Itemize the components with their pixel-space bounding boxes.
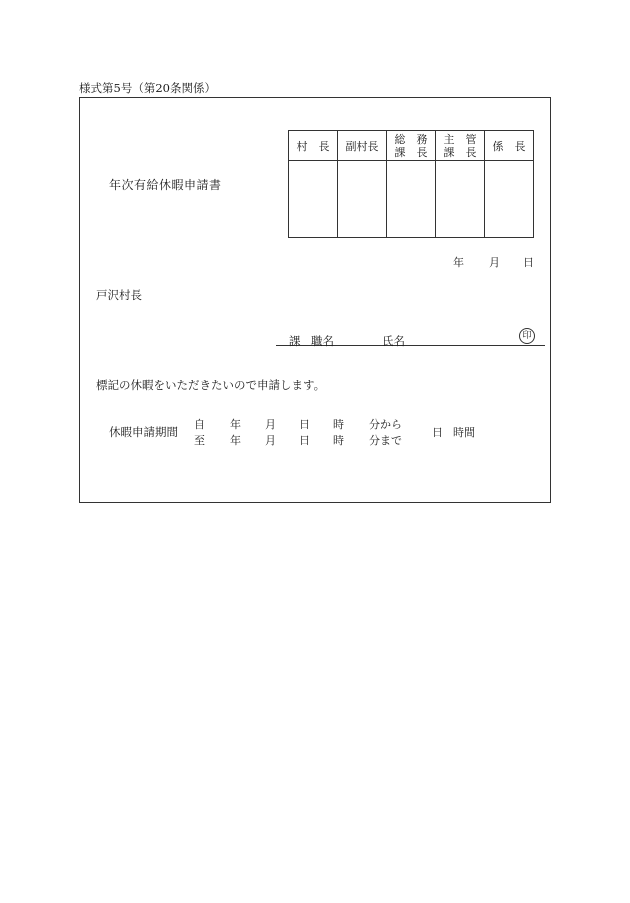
- period-to-prefix: 至: [194, 434, 205, 447]
- period-from-prefix: 自: [194, 418, 205, 431]
- period-from-year: 年: [230, 418, 241, 431]
- form-header: 様式第5号（第20条関係）: [79, 81, 216, 95]
- stamp-cell-supervising-chief[interactable]: [436, 161, 485, 238]
- period-to-day: 日: [299, 434, 310, 447]
- period-from-hour: 時: [333, 418, 344, 431]
- approval-header-section-chief: [485, 131, 534, 161]
- stamp-cell-general-affairs-chief[interactable]: [387, 161, 436, 238]
- approval-header-general-affairs-line2: 課 長: [394, 145, 428, 159]
- applicant-name-label: 氏名: [382, 334, 405, 348]
- stamp-cell-section-chief[interactable]: [485, 161, 534, 238]
- seal-icon: 印: [519, 328, 535, 344]
- period-from-minute: 分から: [369, 418, 402, 431]
- period-from-day: 日: [299, 418, 310, 431]
- total-days-label: 日: [432, 426, 443, 439]
- approval-header-deputy-mayor: [338, 131, 387, 161]
- approval-stamp-row: [289, 161, 534, 238]
- period-to-year: 年: [230, 434, 241, 447]
- approval-header-row: [289, 131, 534, 161]
- approval-header-supervising-chief: [436, 131, 485, 161]
- approval-header-section-chief-label: 係 長: [492, 139, 526, 153]
- addressee: 戸沢村長: [96, 288, 142, 302]
- leave-period-label: 休暇申請期間: [109, 425, 178, 439]
- request-statement: 標記の休暇をいただきたいので申請します。: [96, 378, 326, 392]
- total-hours-label: 時間: [453, 426, 475, 439]
- date-day-label: 日: [523, 256, 534, 269]
- applicant-dept-label: 課: [289, 334, 301, 348]
- approval-header-supervising-line2: 課 長: [443, 145, 477, 159]
- approval-header-supervising-line1: 主 管: [443, 132, 477, 146]
- period-to-minute: 分まで: [369, 434, 402, 447]
- date-year-label: 年: [453, 256, 464, 269]
- approval-stamp-table: [288, 130, 534, 238]
- stamp-cell-mayor[interactable]: [289, 161, 338, 238]
- approval-header-general-affairs-line1: 総 務: [394, 132, 428, 146]
- period-from-month: 月: [265, 418, 276, 431]
- applicant-position-label: 職名: [311, 334, 334, 348]
- approval-header-general-affairs-chief: [387, 131, 436, 161]
- period-to-hour: 時: [333, 434, 344, 447]
- approval-header-mayor: [289, 131, 338, 161]
- approval-header-mayor-label: 村 長: [296, 139, 330, 153]
- date-month-label: 月: [489, 256, 500, 269]
- period-to-month: 月: [265, 434, 276, 447]
- stamp-cell-deputy-mayor[interactable]: [338, 161, 387, 238]
- approval-header-deputy-mayor-label: 副村長: [345, 139, 379, 153]
- form-title: 年次有給休暇申請書: [109, 178, 222, 192]
